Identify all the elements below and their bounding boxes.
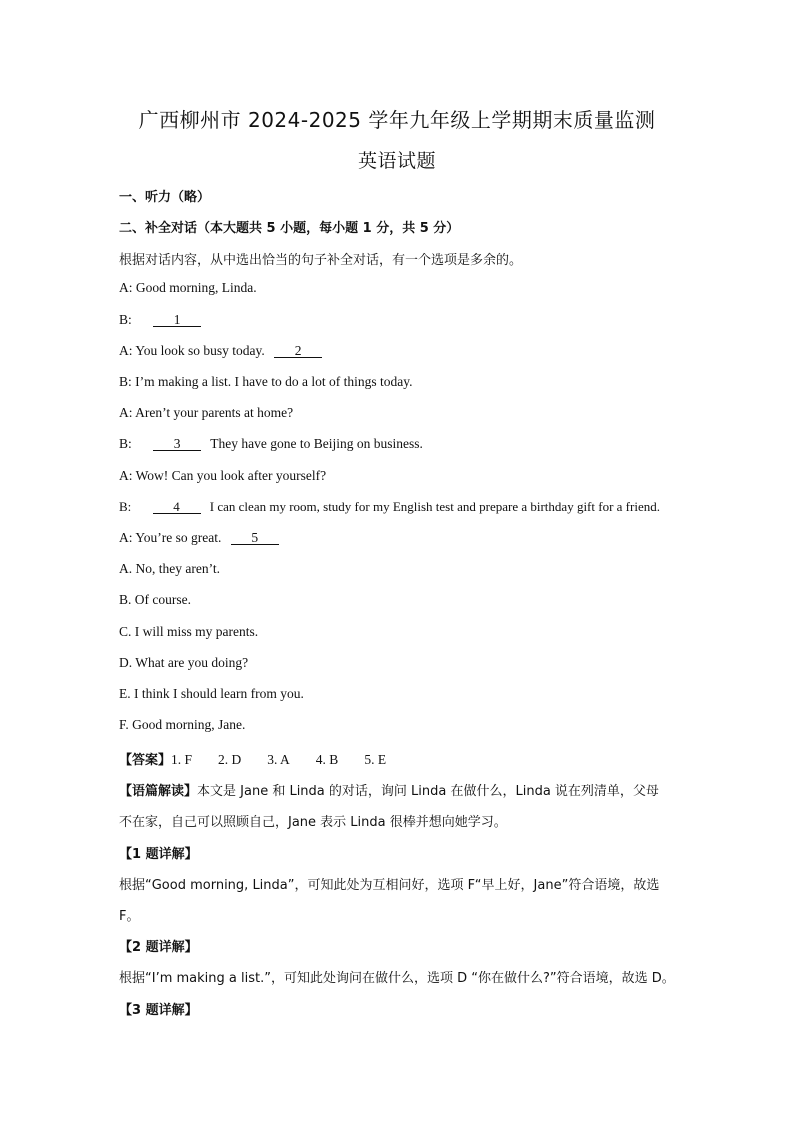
q2-label: 【2 题详解】: [119, 940, 198, 955]
dialogue-line-6: [119, 436, 423, 452]
section-listening: 一、听力（略）: [119, 190, 211, 205]
blank-3: 3: [153, 437, 201, 451]
reading-label: 【语篇解读】: [119, 784, 198, 799]
reading-line-2: 不在家，自己可以照顾自己，Jane 表示 Linda 很棒并想向她学习。: [119, 815, 507, 830]
dialogue-text: I’m making a list. I have to do a lot of things today.: [135, 374, 413, 389]
speaker: B:: [119, 312, 132, 327]
dialogue-line-1: [119, 280, 257, 296]
reading-line-1: [119, 780, 659, 799]
answer-label: 【答案】: [119, 753, 172, 768]
blank-2: 2: [274, 344, 322, 358]
speaker: B:: [119, 374, 132, 389]
blank-5: 5: [231, 531, 279, 545]
q1-line-2: F。: [119, 909, 140, 924]
dialogue-line-7: [119, 468, 326, 484]
speaker: A:: [119, 468, 133, 483]
option-f: F. Good morning, Jane.: [119, 717, 246, 732]
dialogue-line-5: [119, 405, 293, 421]
speaker: A:: [119, 405, 133, 420]
answer-item: 4. B: [315, 752, 339, 767]
answer-item: 1. F: [171, 752, 193, 767]
q3-label: 【3 题详解】: [119, 1003, 198, 1018]
answer-item: 2. D: [218, 752, 242, 767]
option-b: B. Of course.: [119, 592, 191, 607]
dialogue-line-4: [119, 374, 412, 390]
answer-item: 3. A: [267, 752, 290, 767]
reading-text: 本文是 Jane 和 Linda 的对话，询问 Linda 在做什么，Linda 说在列清单，父母: [197, 784, 659, 799]
dialogue-line-8: [119, 499, 660, 515]
speaker: A:: [119, 530, 133, 545]
answer-item: 5. E: [364, 752, 387, 767]
speaker: A:: [119, 343, 133, 358]
option-c: C. I will miss my parents.: [119, 624, 259, 639]
dialogue-line-2: [119, 312, 207, 328]
dialogue-line-9: [119, 530, 285, 546]
option-e: E. I think I should learn from you.: [119, 686, 304, 701]
q1-label: 【1 题详解】: [119, 847, 198, 862]
dialogue-text: They have gone to Beijing on business.: [210, 436, 423, 451]
speaker: A:: [119, 280, 133, 295]
dialogue-text: You look so busy today.: [135, 343, 265, 358]
dialogue-text: Wow! Can you look after yourself?: [135, 468, 327, 483]
speaker: B:: [119, 499, 132, 514]
answer-line: [119, 749, 412, 768]
dialogue-text: I can clean my room, study for my English test and prepare a birthday gift for a friend.: [209, 499, 660, 514]
q1-line-1: 根据“Good morning, Linda”，可知此处为互相问好，选项 F“早上好，Jane”符合语境，故选: [119, 878, 660, 893]
page-title: 广西柳州市 2024-2025 学年九年级上学期期末质量监测: [138, 108, 656, 132]
blank-1: 1: [153, 313, 201, 327]
speaker: B:: [119, 436, 132, 451]
option-d: D. What are you doing?: [119, 655, 249, 670]
dialogue-text: You’re so great.: [135, 530, 222, 545]
section-dialogue: 二、补全对话（本大题共 5 小题，每小题 1 分，共 5 分）: [119, 221, 460, 236]
page-subtitle: 英语试题: [357, 150, 436, 172]
dialogue-text: Aren’t your parents at home?: [135, 405, 294, 420]
instruction-text: 根据对话内容，从中选出恰当的句子补全对话，有一个选项是多余的。: [119, 253, 523, 268]
q2-line-1: 根据“I’m making a list.”，可知此处询问在做什么，选项 D “你在做什么?”符合语境，故选 D。: [119, 971, 675, 986]
option-a: A. No, they aren’t.: [119, 561, 220, 576]
dialogue-line-3: [119, 343, 328, 359]
blank-4: 4: [153, 500, 201, 514]
dialogue-text: Good morning, Linda.: [135, 280, 257, 295]
